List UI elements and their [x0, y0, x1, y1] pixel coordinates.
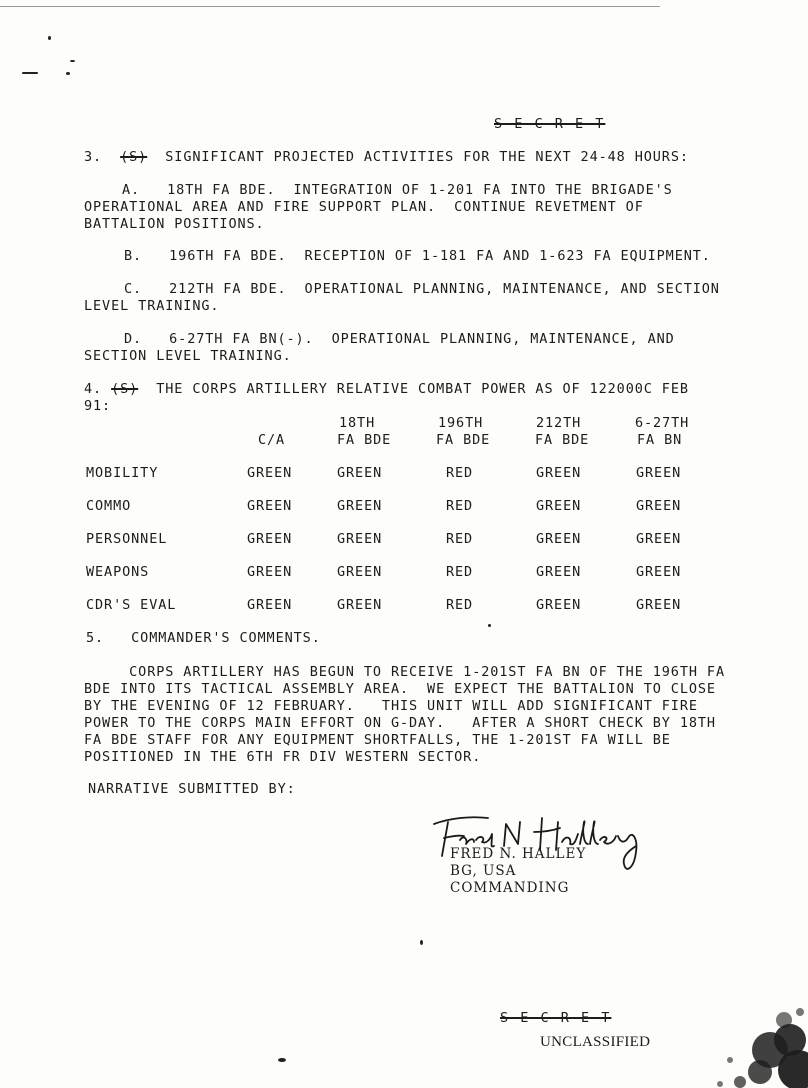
table-cell: GREEN: [536, 465, 582, 481]
table-cell: GREEN: [536, 498, 582, 514]
table-cell: GREEN: [337, 531, 383, 547]
table-cell: GREEN: [536, 597, 582, 613]
scan-speck: [420, 940, 423, 945]
scan-speck: [66, 72, 70, 75]
table-cell: RED: [446, 564, 474, 580]
table-cell: GREEN: [337, 564, 383, 580]
column-header-196th-line2: FA BDE: [436, 432, 491, 448]
table-cell: GREEN: [337, 465, 383, 481]
item-4-heading: [84, 381, 689, 397]
table-row-label: COMMO: [86, 498, 132, 514]
table-cell: GREEN: [337, 498, 383, 514]
signatory-rank: BG, USA: [450, 863, 517, 879]
table-cell: GREEN: [636, 531, 682, 547]
item-3c: C. 212TH FA BDE. OPERATIONAL PLANNING, MAINTENANCE, AND SECTION LEVEL TRAINING.: [84, 281, 720, 314]
table-cell: RED: [446, 531, 474, 547]
item-3a: A. 18TH FA BDE. INTEGRATION OF 1-201 FA INTO THE BRIGADE'S OPERATIONAL AREA AND FIRE SUPPORT PLAN. CONTINUE REVETMENT OF BATTALION POSITIONS.: [84, 182, 673, 232]
commanders-comments-body: CORPS ARTILLERY HAS BEGUN TO RECEIVE 1-201ST FA BN OF THE 196TH FA BDE INTO ITS TACTICAL ASSEMBLY AREA. WE EXPECT THE BATTALION TO CLOSE BY THE EVENING OF 12 FEBRUARY. THIS UNIT WILL ADD SIGNIFICANT FIRE POWER TO THE CORPS MAIN EFFORT ON G-DAY. AFTER A SHORT CHECK BY 18TH FA BDE STAFF FOR ANY EQUIPMENT SHORTFALLS, THE 1-201ST FA WILL BE POSITIONED IN THE 6TH FR DIV WESTERN SECTOR.: [84, 664, 725, 765]
table-cell: GREEN: [247, 564, 293, 580]
header-classification-marking: S E C R E T: [494, 116, 606, 132]
footer-classification-marking: S E C R E T: [500, 1010, 612, 1026]
top-rule: [0, 6, 660, 7]
item-4-classification: (S): [111, 381, 139, 397]
table-row-label: PERSONNEL: [86, 531, 168, 547]
column-header-627th-line2: FA BN: [637, 432, 683, 448]
scan-speck: [278, 1058, 286, 1062]
item-3-heading: [84, 149, 689, 165]
item-4-line1: THE CORPS ARTILLERY RELATIVE COMBAT POWER AS OF 122000C FEB: [156, 381, 689, 397]
table-cell: RED: [446, 597, 474, 613]
table-cell: GREEN: [636, 465, 682, 481]
scan-speck: [488, 624, 491, 627]
table-row-label: MOBILITY: [86, 465, 159, 481]
column-header-212th-line2: FA BDE: [535, 432, 590, 448]
table-cell: GREEN: [247, 597, 293, 613]
scan-speck: [22, 72, 38, 74]
item-4-number: 4.: [84, 381, 103, 397]
table-cell: GREEN: [636, 498, 682, 514]
table-cell: GREEN: [536, 531, 582, 547]
item-4-line2: 91:: [84, 398, 112, 414]
scan-speck: [48, 36, 51, 40]
item-3d: D. 6-27TH FA BN(-). OPERATIONAL PLANNING, MAINTENANCE, AND SECTION LEVEL TRAINING.: [84, 331, 675, 364]
table-cell: GREEN: [247, 465, 293, 481]
column-header-627th-line1: 6-27TH: [635, 415, 690, 431]
unclassified-marking: UNCLASSIFIED: [540, 1034, 651, 1050]
table-row-label: WEAPONS: [86, 564, 150, 580]
item-5-heading: 5. COMMANDER'S COMMENTS.: [86, 630, 321, 646]
item-3-number: 3.: [84, 149, 103, 165]
table-cell: RED: [446, 465, 474, 481]
column-header-ca: C/A: [258, 432, 286, 448]
table-cell: GREEN: [247, 531, 293, 547]
item-3b: B. 196TH FA BDE. RECEPTION OF 1-181 FA AND 1-623 FA EQUIPMENT.: [124, 248, 711, 264]
scan-noise-blotch: [700, 1000, 808, 1088]
table-row-label: CDR'S EVAL: [86, 597, 177, 613]
item-3-classification: (S): [120, 149, 148, 165]
signatory-title: COMMANDING: [450, 880, 570, 896]
table-cell: GREEN: [337, 597, 383, 613]
table-cell: GREEN: [536, 564, 582, 580]
item-3-title: SIGNIFICANT PROJECTED ACTIVITIES FOR THE NEXT 24-48 HOURS:: [165, 149, 689, 165]
column-header-18th-line1: 18TH: [339, 415, 376, 431]
table-cell: GREEN: [247, 498, 293, 514]
table-cell: GREEN: [636, 564, 682, 580]
column-header-196th-line1: 196TH: [438, 415, 484, 431]
signatory-name: FRED N. HALLEY: [450, 846, 587, 862]
narrative-submitted-by: NARRATIVE SUBMITTED BY:: [88, 781, 296, 797]
column-header-18th-line2: FA BDE: [337, 432, 392, 448]
table-cell: RED: [446, 498, 474, 514]
column-header-212th-line1: 212TH: [536, 415, 582, 431]
table-cell: GREEN: [636, 597, 682, 613]
scan-speck: [70, 60, 75, 62]
